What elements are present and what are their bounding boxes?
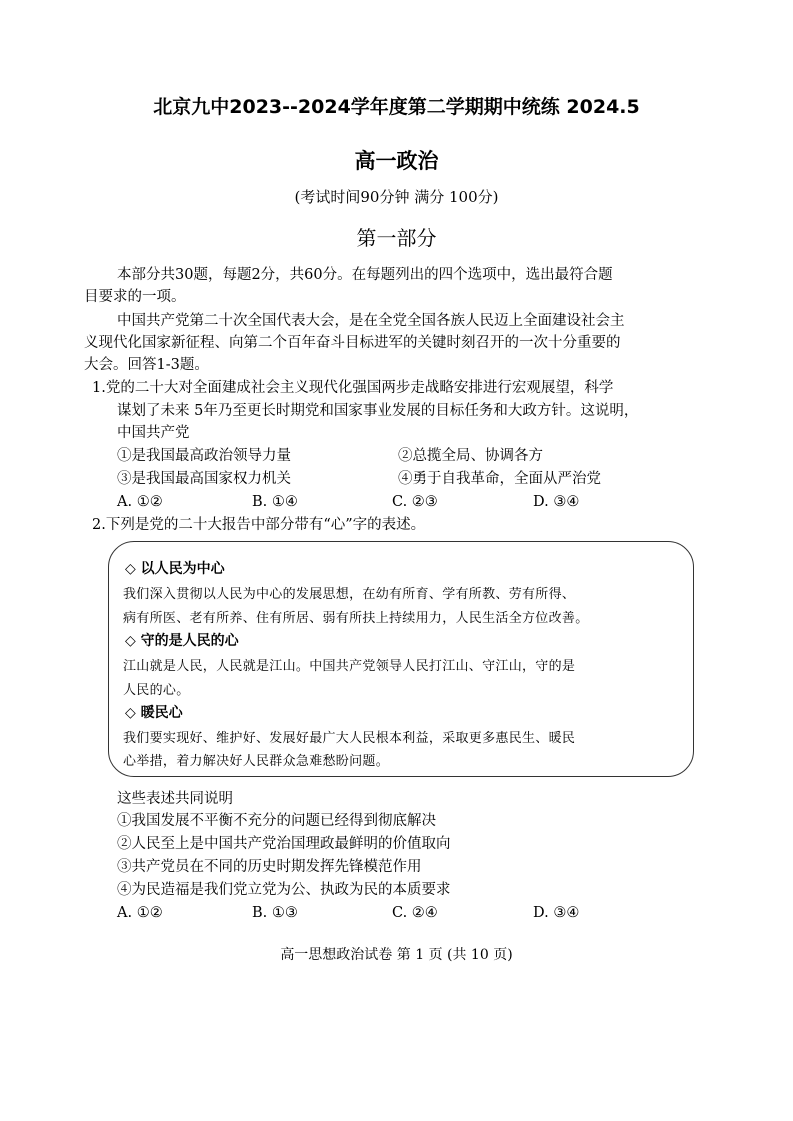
quote-heading-3: ◇ 暖民心 <box>125 705 183 721</box>
quote-text-3b: 心举措，着力解决好人民群众急难愁盼问题。 <box>123 754 390 769</box>
q1-choice-a[interactable]: A. ①② <box>117 494 163 510</box>
q1-choice-b[interactable]: B. ①④ <box>252 494 298 510</box>
q2-choice-d[interactable]: D. ③④ <box>533 905 580 921</box>
quote-heading-1: ◇ 以人民为中心 <box>125 561 225 577</box>
q2-option-3: ③共产党员在不同的历史时期发挥先锋模范作用 <box>117 859 422 875</box>
material-line-2: 义现代化国家新征程、向第二个百年奋斗目标进军的关键时刻召开的一次十分重要的 <box>84 335 621 351</box>
quote-text-1a: 我们深入贯彻以人民为中心的发展思想，在幼有所育、学有所教、劳有所得、 <box>123 587 576 602</box>
q2-choice-b[interactable]: B. ①③ <box>252 905 298 921</box>
subject-title: 高一政治 <box>354 149 439 173</box>
q1-option-3: ③是我国最高国家权力机关 <box>117 471 291 487</box>
q2-lead: 这些表述共同说明 <box>117 791 233 807</box>
q2-option-1: ①我国发展不平衡不充分的问题已经得到彻底解决 <box>117 813 436 829</box>
quote-heading-2: ◇ 守的是人民的心 <box>125 633 239 649</box>
q1-option-4: ④勇于自我革命，全面从严治党 <box>398 471 601 487</box>
quote-box <box>108 541 694 777</box>
exam-title: 北京九中2023--2024学年度第二学期期中统练 2024.5 <box>153 96 640 118</box>
quote-text-2b: 人民的心。 <box>123 683 190 698</box>
quote-text-2a: 江山就是人民，人民就是江山。中国共产党领导人民打江山、守江山，守的是 <box>123 659 576 674</box>
q1-stem-line-3: 中国共产党 <box>117 425 190 441</box>
part-heading: 第一部分 <box>356 226 437 250</box>
exam-info: (考试时间90分钟 满分 100分) <box>294 188 499 206</box>
q1-option-1: ①是我国最高政治领导力量 <box>117 448 291 464</box>
page-footer: 高一思想政治试卷 第 1 页 (共 10 页) <box>280 947 513 963</box>
q2-choice-a[interactable]: A. ①② <box>117 905 163 921</box>
quote-text-1b: 病有所医、老有所养、住有所居、弱有所扶上持续用力，人民生活全方位改善。 <box>123 611 589 626</box>
q1-choice-c[interactable]: C. ②③ <box>392 494 438 510</box>
q2-option-4: ④为民造福是我们党立党为公、执政为民的本质要求 <box>117 882 451 898</box>
intro-line-1: 本部分共30题，每题2分，共60分。在每题列出的四个选项中，选出最符合题 <box>117 267 613 283</box>
q1-option-2: ②总揽全局、协调各方 <box>398 448 543 464</box>
q2-option-2: ②人民至上是中国共产党治国理政最鲜明的价值取向 <box>117 836 451 852</box>
quote-text-3a: 我们要实现好、维护好、发展好最广大人民根本利益，采取更多惠民生、暖民 <box>123 731 576 746</box>
material-line-1: 中国共产党第二十次全国代表大会，是在全党全国各族人民迈上全面建设社会主 <box>117 313 625 329</box>
q1-stem-line-2: 谋划了未来 5年乃至更长时期党和国家事业发展的目标任务和大政方针。这说明， <box>117 403 639 419</box>
q1-choice-d[interactable]: D. ③④ <box>533 494 580 510</box>
q2-choice-c[interactable]: C. ②④ <box>392 905 438 921</box>
q1-stem-line-1: 1.党的二十大对全面建成社会主义现代化强国两步走战略安排进行宏观展望，科学 <box>92 380 614 396</box>
intro-line-2: 目要求的一项。 <box>84 289 186 305</box>
q2-stem: 2.下列是党的二十大报告中部分带有“心”字的表述。 <box>92 517 426 533</box>
material-line-3: 大会。回答1-3题。 <box>84 357 209 373</box>
